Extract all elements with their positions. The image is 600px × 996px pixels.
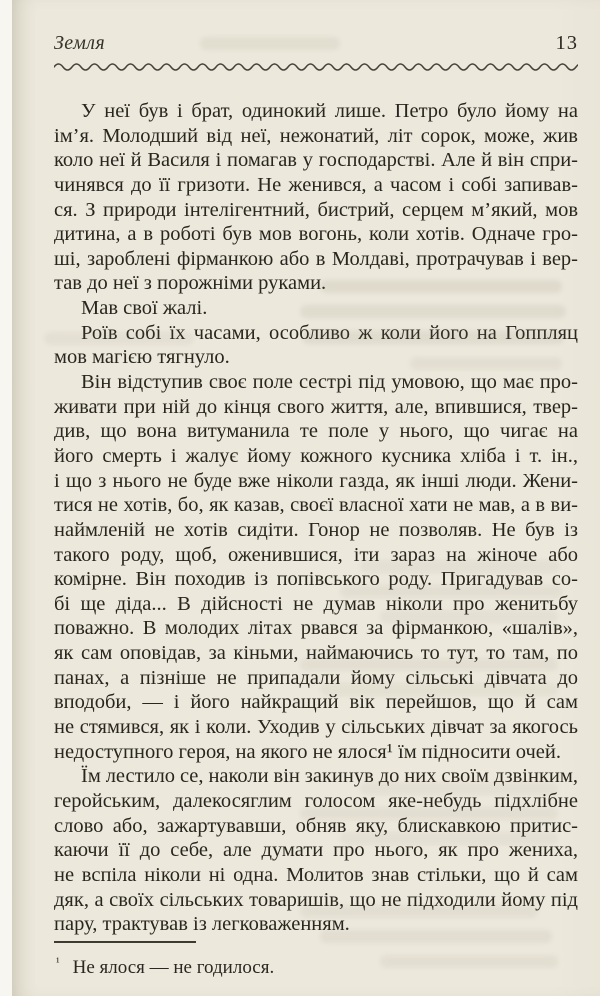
text-line: живати при ній до кінця свого життя, але, впившися, твер- (54, 395, 578, 418)
text-line: ім’я. Молодший від неї, нежонатий, літ сорок, може, жив (54, 124, 578, 147)
text-line: Їм лестило се, наколи він закинув до них своїм дзвінким, (81, 765, 578, 788)
body-text (54, 99, 578, 937)
text-line: У неї був і брат, одинокий лише. Петро було йому на (81, 100, 578, 122)
wavy-divider (54, 60, 578, 74)
text-line: поважно. В молодих літах рвався за фірманкою, «шалів», (54, 617, 578, 640)
text-line: ші, зароблені фірманкою або в Молдаві, протрачував і вер- (54, 247, 578, 270)
text-line: каючи її до себе, але думати про нього, як про жениха, (54, 839, 578, 862)
text-line: тися не хотів, бо, як казав, своєї власної хати не мав, а в ви- (54, 494, 578, 517)
page-number: 13 (555, 32, 578, 54)
text-line: наймленій не хотів сидіти. Гонор не позволяв. Не був із (54, 518, 578, 541)
text-line: дитина, а в роботі був мов вогонь, коли хотів. Одначе гро- (54, 223, 578, 246)
text-line: і що з нього не буде вже ніколи газда, як інші люди. Жени- (54, 469, 578, 492)
text-line: вподоби, — і його найкращий вік перейшов, що й сам (54, 691, 578, 714)
text-line: слово або, зажартувавши, обняв яку, блискавкою притис- (54, 814, 578, 837)
text-line: не стямився, як і коли. Уходив у сільських дівчат за якогось (54, 716, 578, 739)
text-line: такого роду, щоб, оженившися, іти зараз на жіноче або (54, 543, 578, 566)
footnote (56, 950, 576, 980)
text-line: дяк, а своїх сільських товаришів, що не підходили йому під (54, 888, 578, 911)
paragraph (54, 99, 578, 296)
footnote-marker: ¹ (56, 955, 60, 969)
text-line: його смерть і жалує йому кожного кусника хліба і т. ін., (54, 444, 578, 467)
running-title: Земля (54, 32, 106, 54)
footnote-text: Не ялося — не годилося. (72, 957, 275, 978)
page-surface (12, 0, 600, 996)
text-line: панах, а пізніше не припадали йому сільські дівчата до (54, 666, 578, 689)
paragraph (54, 764, 578, 936)
footnote-rule (54, 941, 196, 943)
text-line: пару, трактував із легковаженням. (54, 913, 350, 936)
text-line: бі ще діда... В дійсності не думав ніколи про женитьбу (54, 592, 578, 615)
text-line: мов магією тягнуло. (54, 346, 230, 369)
text-line: Він відступив своє поле сестрі під умовою, що має про- (81, 371, 578, 394)
text-line: Роїв собі їх часами, особливо ж коли його на Гоппляц (81, 321, 578, 344)
text-line: комірне. Він походив із попівського роду. Пригадував со- (54, 568, 578, 591)
text-line: коло неї й Василя і помагав у господарстві. Але й він спри- (54, 149, 578, 172)
page-header (54, 32, 578, 55)
text-line: чинявся до її гризоти. Не женився, а часом і собі запивав- (54, 173, 578, 196)
text-line: геройським, далекосяглим голосом яке-небудь підхлібне (54, 789, 578, 812)
text-line: як сам оповідав, за кіньми, наймаючись то тут, то там, по (54, 642, 578, 665)
text-line: недоступного героя, на якого не ялося¹ їм підносити очей. (54, 740, 561, 763)
paragraph (54, 370, 578, 764)
text-line: не вспіла ніколи ні одна. Молитов знав стільки, що й сам (54, 863, 578, 886)
text-line: ся. З природи інтелігентний, бистрий, серцем м’який, мов (54, 198, 578, 221)
text-line: тав до неї з порожніми руками. (54, 272, 327, 295)
text-line: див, що вона витуманила те поле у нього, що чигає на (54, 420, 578, 443)
paragraph (54, 321, 578, 370)
scan-edge-strip (0, 0, 12, 996)
paragraph (54, 296, 578, 321)
text-line: Мав свої жалі. (81, 297, 208, 320)
